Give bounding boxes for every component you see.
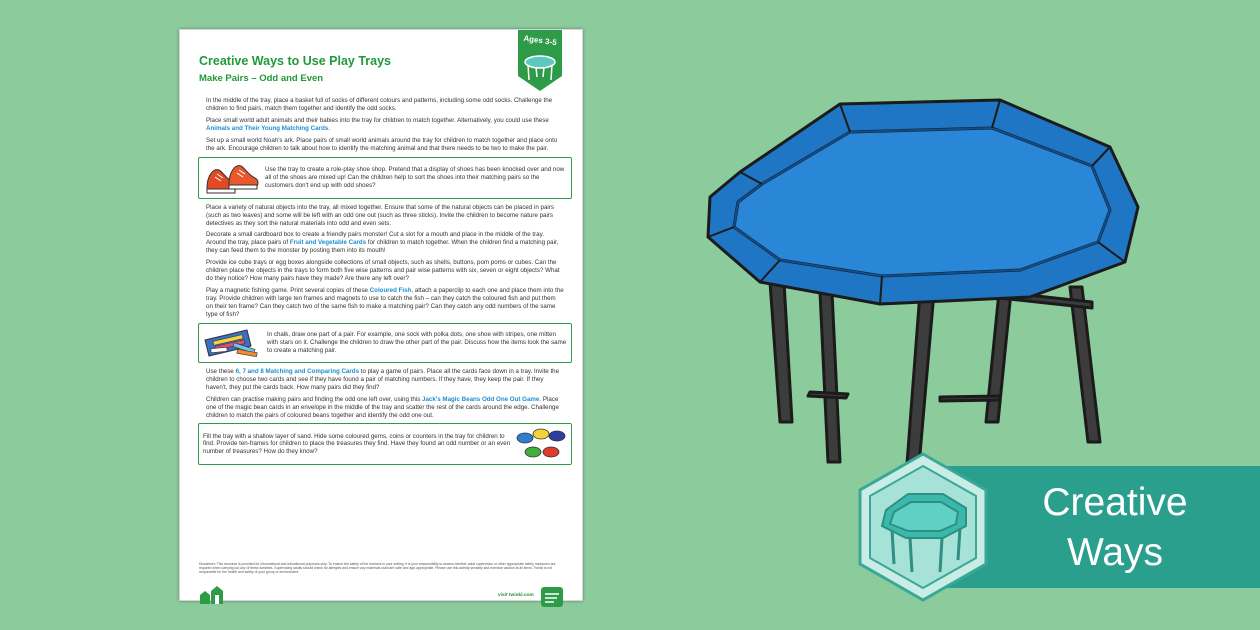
hexagon-tray-badge <box>848 452 998 602</box>
shoe-shop-text: Use the tray to create a role-play shoe shop. Pretend that a display of shoes has been knocked over and now all of the shoes are mixed up! Can the children help to sort the shoes into their matching pairs so the customers don't end up with odd shoes? <box>265 165 565 189</box>
disclaimer-text: Disclaimer: This resource is provided for informational and educational purposes only. To ensure the safety of the learners in your setting, it is your responsibility to assess whether adult supervision or other appropriate safety measures are required when carrying out any of these activities. Supervising adults should check for allergies and ensure any materials used are safe and age-appropriate. Please use this activity sensibly and exercise caution at all times. Twinkl is not responsible for the health and safety of your group or environment. <box>199 562 556 575</box>
activity-magnetic-fishing: Play a magnetic fishing game. Print several copies of these Coloured Fish, attach a paperclip to each one and place them into the tray. Provide children with large ten frames and magnets to use to catch the fish – can they catch the coloured fish and put them on their ten frame? Can they catch two of the same fish to make a matching pair? Can they catch any odd numbers of the same type of fish? <box>206 287 564 318</box>
activity-ice-cube-trays: Provide ice cube trays or egg boxes alongside collections of small objects, such as shells, buttons, pom poms or cubes. Can the children place the objects in the trays to form both five wise patterns and pair wise patterns with six, seven or eight objects? What do they notice? How many pairs have they made? Are there any left over? <box>206 259 560 283</box>
activity-magic-beans: Children can practise making pairs and finding the odd one left over, using this Jack's Magic Beans Odd One Out Game. Place one of the magic bean cards in an envelope in the middle of the tray and scatter the rest of the cards around the edge. Challenge children to match the pairs of coloured beans together and identify the odd one out. <box>206 395 559 419</box>
activity-matching-cards: Use these 6, 7 and 8 Matching and Comparing Cards to play a game of pairs. Place all the cards face down in a tray. Invite the children to choose two cards and see if they have found a pair of matching numbers. If they have, they keep the pair. If they haven't, they put the cards back. How many pairs did they find? <box>206 367 560 391</box>
activity-animals: Place small world adult animals and their babies into the tray for children to match together. Alternatively, you could use these Animals and Their Young Matching Cards. <box>206 116 549 132</box>
activity-list <box>203 97 567 470</box>
document-subtitle: Make Pairs – Odd and Even <box>199 73 324 84</box>
sand-box <box>198 423 572 465</box>
play-tray-illustration <box>700 92 1140 492</box>
shoe-shop-box <box>198 157 572 199</box>
twinkl-logo-icon <box>199 585 225 605</box>
sand-text: Fill the tray with a shallow layer of sand. Hide some coloured gems, coins or counters in the tray for children to find. Provide ten-frames for children to place the treasures they find. Have they found an odd number or an even number of treasures? How do they know? <box>203 432 511 456</box>
banner-title-line2: Ways <box>1066 531 1164 574</box>
link-animals-cards[interactable]: Animals and Their Young Matching Cards <box>206 124 329 132</box>
banner-title-line1: Creative <box>1042 481 1188 524</box>
link-fruit-cards[interactable]: Fruit and Vegetable Cards <box>289 239 367 247</box>
activity-socks: In the middle of the tray, place a basket full of socks of different colours and patterns, including some odd socks. Challenge the children to find pairs, match them together and identify the odd socks. <box>206 97 553 112</box>
activity-pairs-monster: Decorate a small cardboard box to create a friendly pairs monster! Cut a slot for a mouth and place in the middle of the tray. Around the tray, place pairs of Fruit and Vegetable Cards for children to match together. When the children find a matching pair, they can feed them to the monster by posting them into its mouth! <box>206 231 559 255</box>
worksheet-page <box>179 29 583 601</box>
footer-url[interactable]: visit twinkl.com <box>498 593 534 598</box>
activity-noahs-ark: Set up a small world Noah's ark. Place pairs of small world animals around the tray for children to match together and place onto the ark. Encourage children to talk about how to identify the matching animal and that there needs to be two to make the pair. <box>206 136 558 152</box>
counters-illustration <box>515 426 567 462</box>
document-title: Creative Ways to Use Play Trays <box>199 54 391 68</box>
chalk-box <box>198 323 572 363</box>
chalk-text: In chalk, draw one part of a pair. For example, one sock with polka dots, one shoe with stripes, one mitten with stars on it. Challenge the children to draw the other part of the pair. Discuss how the items look the same to create a matching pair. <box>267 330 567 354</box>
chalk-illustration <box>203 326 267 360</box>
age-badge <box>516 30 564 92</box>
tray-rim <box>708 100 1138 304</box>
twinkl-badge-icon <box>540 586 564 608</box>
link-magic-beans[interactable]: Jack's Magic Beans Odd One Out Game <box>422 395 540 403</box>
link-matching-cards[interactable]: 6, 7 and 8 Matching and Comparing Cards <box>235 367 360 375</box>
banner-title <box>1000 478 1230 578</box>
age-badge-text: Ages 3-5 <box>522 33 558 48</box>
activity-nature: Place a variety of natural objects into the tray, all mixed together. Ensure that some of the natural objects can be placed in pairs (such as two leaves) and some will be left with an odd one out (such as three sticks). Invite the children to become nature pairs detectives as they sort the natural materials into odd and even sets. <box>206 203 554 227</box>
shoes-illustration <box>203 160 265 196</box>
link-coloured-fish[interactable]: Coloured Fish <box>369 287 412 295</box>
